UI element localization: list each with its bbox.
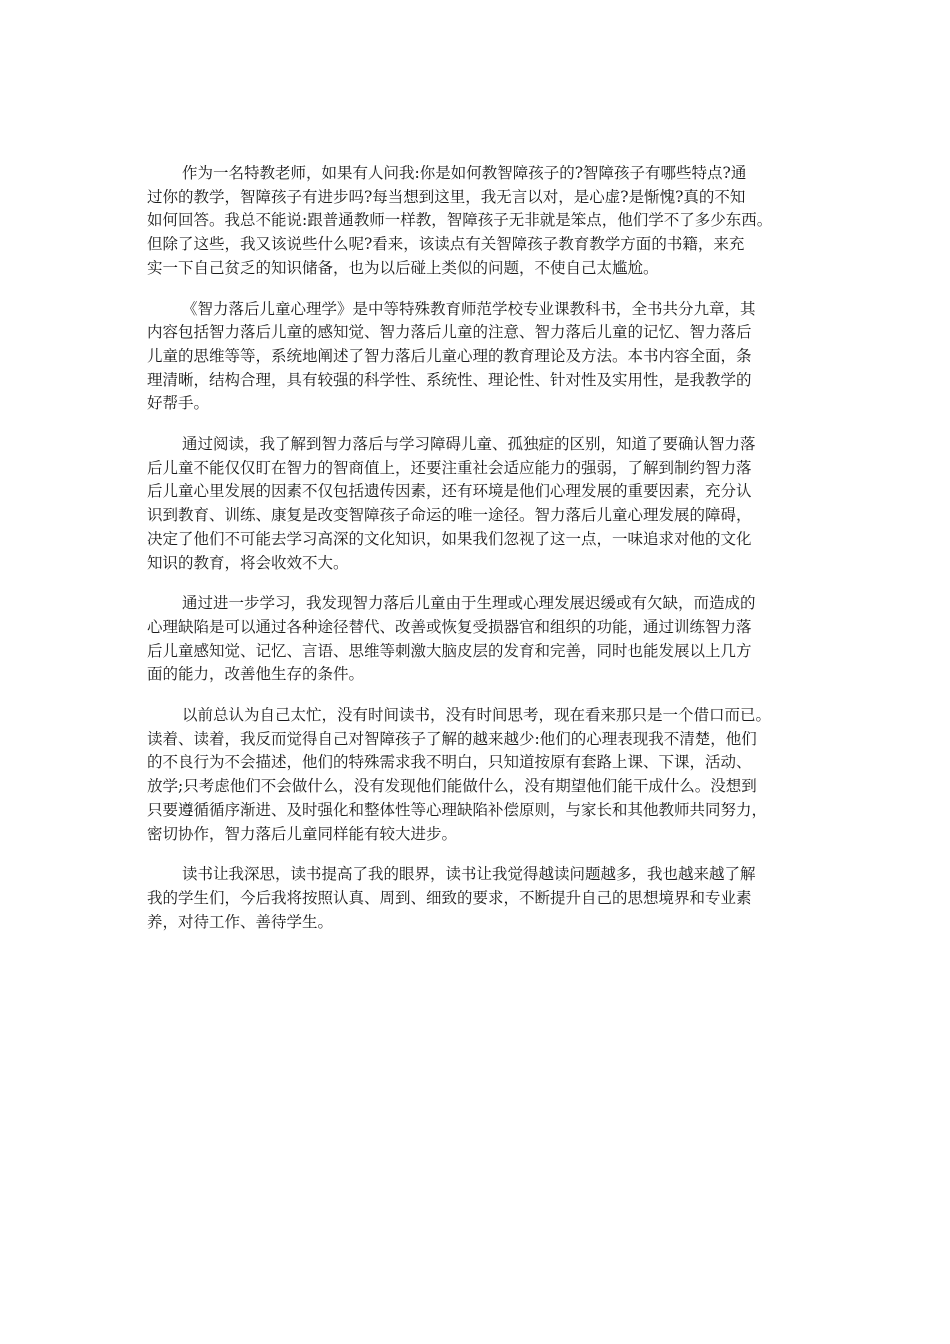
- text-line: 的不良行为不会描述，他们的特殊需求我不明白，只知道按原有套路上课、下课，活动、: [147, 753, 752, 772]
- text-line: 后儿童心里发展的因素不仅包括遗传因素，还有环境是他们心理发展的重要因素，充分认: [147, 482, 752, 501]
- text-line: 决定了他们不可能去学习高深的文化知识，如果我们忽视了这一点，一味追求对他的文化: [147, 529, 752, 548]
- text-line: 读书让我深思，读书提高了我的眼界，读书让我觉得越读问题越多，我也越来越了解: [182, 865, 756, 884]
- text-line: 如何回答。我总不能说:跟普通教师一样教，智障孩子无非就是笨点，他们学不了多少东西。: [147, 211, 773, 230]
- text-line: 心理缺陷是可以通过各种途径替代、改善或恢复受损器官和组织的功能，通过训练智力落: [147, 617, 752, 636]
- text-line: 实一下自己贫乏的知识储备，也为以后碰上类似的问题，不使自己太尴尬。: [147, 258, 659, 277]
- document-body: [147, 162, 811, 951]
- paragraph-1: [147, 162, 811, 281]
- paragraph-2: [147, 298, 811, 417]
- text-line: 面的能力，改善他生存的条件。: [147, 665, 365, 684]
- text-line: 放学;只考虑他们不会做什么，没有发现他们能做什么，没有期望他们能干成什么。没想到: [147, 777, 757, 796]
- text-line: 密切协作，智力落后儿童同样能有较大进步。: [147, 824, 458, 843]
- text-line: 理清晰，结构合理，具有较强的科学性、系统性、理论性、针对性及实用性，是我教学的: [147, 370, 752, 389]
- text-line: 过你的教学，智障孩子有进步吗?每当想到这里，我无言以对，是心虚?是惭愧?真的不知: [147, 187, 746, 206]
- text-line: 好帮手。: [147, 394, 210, 413]
- paragraph-6: [147, 863, 811, 934]
- text-line: 我的学生们，今后我将按照认真、周到、细致的要求，不断提升自己的思想境界和专业素: [147, 888, 752, 907]
- text-line: 内容包括智力落后儿童的感知觉、智力落后儿童的注意、智力落后儿童的记忆、智力落后: [147, 323, 752, 342]
- text-line: 通过阅读，我了解到智力落后与学习障碍儿童、孤独症的区别，知道了要确认智力落: [182, 435, 756, 454]
- text-line: 后儿童不能仅仅盯在智力的智商值上，还要注重社会适应能力的强弱，了解到制约智力落: [147, 458, 752, 477]
- paragraph-3: [147, 433, 811, 575]
- text-line: 作为一名特教老师，如果有人问我:你是如何教智障孩子的?智障孩子有哪些特点?通: [182, 164, 747, 182]
- text-line: 知识的教育，将会收效不大。: [147, 553, 349, 572]
- text-line: 儿童的思维等等，系统地阐述了智力落后儿童心理的教育理论及方法。本书内容全面，条: [147, 346, 752, 365]
- text-line: 以前总认为自己太忙，没有时间读书，没有时间思考，现在看来那只是一个借口而已。: [182, 706, 772, 725]
- text-line: 读着、读着，我反而觉得自己对智障孩子了解的越来越少:他们的心理表现我不清楚，他们: [147, 729, 757, 748]
- paragraph-4: [147, 592, 811, 687]
- text-line: 养，对待工作、善待学生。: [147, 912, 334, 931]
- text-line: 通过进一步学习，我发现智力落后儿童由于生理或心理发展迟缓或有欠缺，而造成的: [182, 594, 756, 613]
- text-line: 《智力落后儿童心理学》是中等特殊教育师范学校专业课教科书，全书共分九章，其: [182, 299, 756, 318]
- paragraph-5: [147, 704, 811, 846]
- text-line: 后儿童感知觉、记忆、言语、思维等刺激大脑皮层的发育和完善，同时也能发展以上几方: [147, 641, 752, 660]
- text-line: 只要遵循循序渐进、及时强化和整体性等心理缺陷补偿原则，与家长和其他教师共同努力，: [147, 800, 768, 819]
- text-line: 但除了这些，我又该说些什么呢?看来，该读点有关智障孩子教育教学方面的书籍，来充: [147, 235, 745, 254]
- text-line: 识到教育、训练、康复是改变智障孩子命运的唯一途径。智力落后儿童心理发展的障碍，: [147, 506, 752, 525]
